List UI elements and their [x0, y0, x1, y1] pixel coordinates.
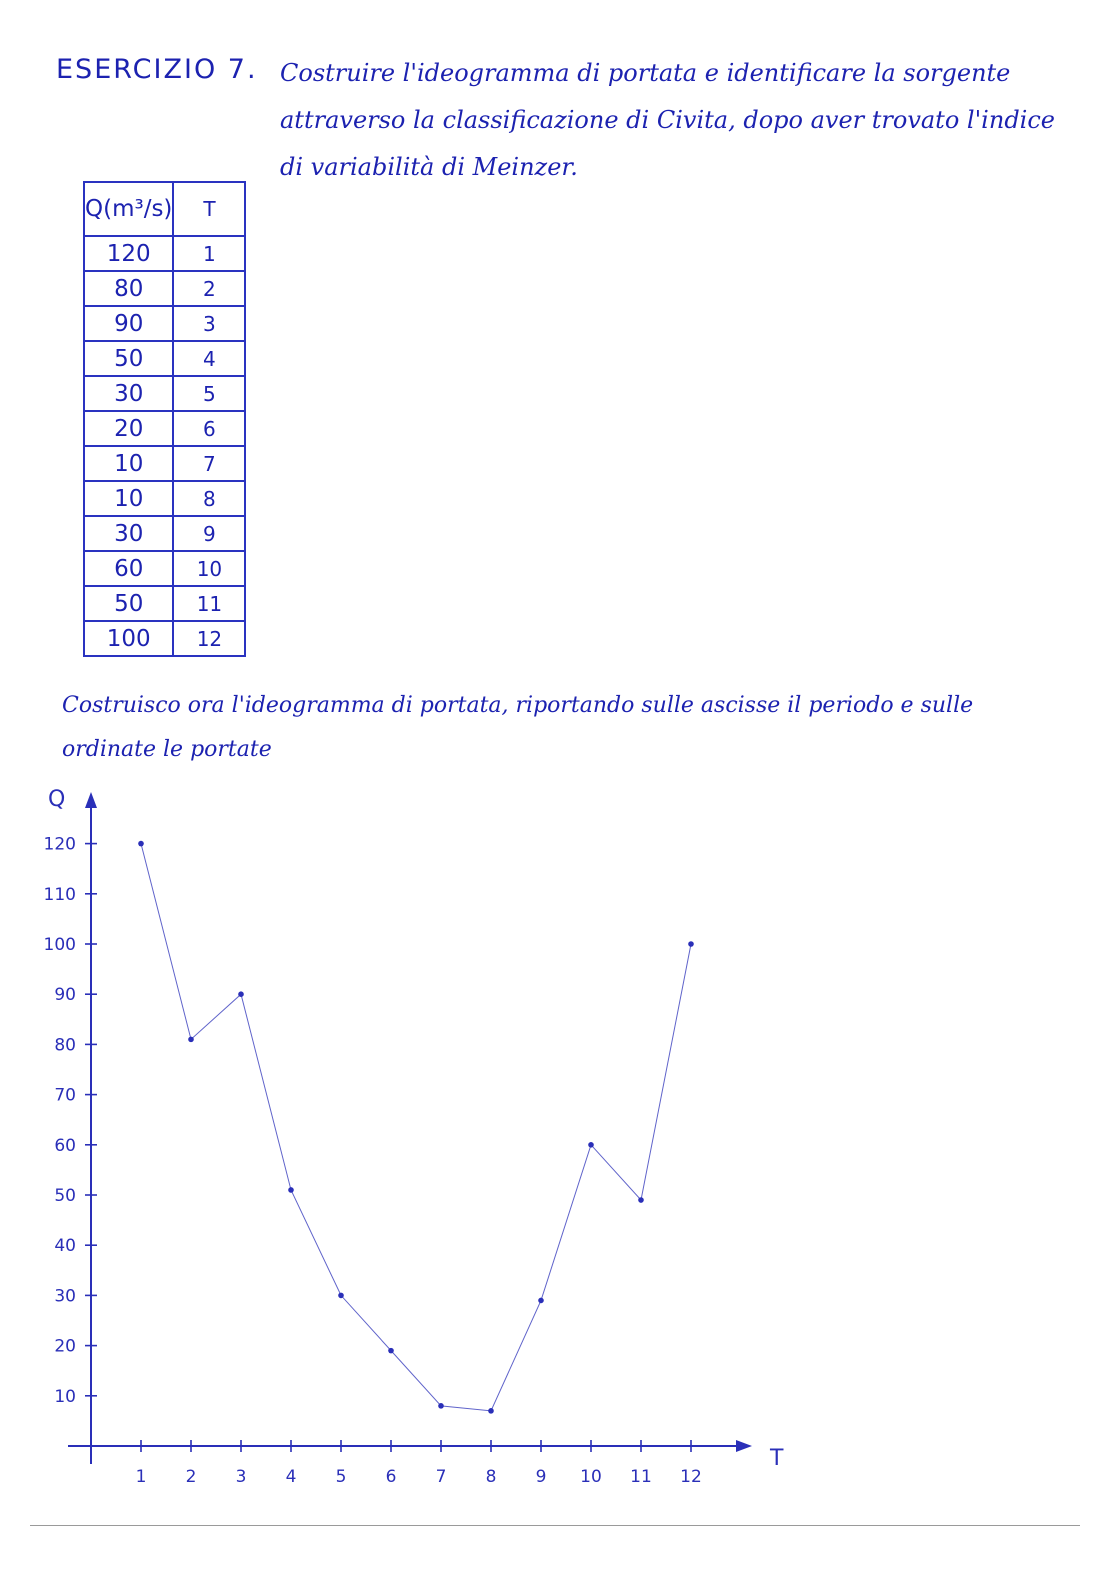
table-row	[84, 621, 245, 656]
y-tick-label: 40	[54, 1236, 76, 1257]
data-point	[188, 1037, 194, 1043]
exercise-line-2: attraverso la classificazione di Civita, dopo aver trovato l'indice	[280, 106, 1055, 134]
data-point	[338, 1293, 344, 1299]
exercise-line-3: di variabilità di Meinzer.	[280, 153, 578, 181]
exercise-line-1: Costruire l'ideogramma di portata e identificare la sorgente	[280, 59, 1011, 87]
table-row	[84, 341, 245, 376]
discharge-cell: 90	[84, 306, 173, 341]
data-point	[238, 991, 244, 997]
period-cell: 12	[173, 621, 245, 656]
data-point	[588, 1142, 594, 1148]
period-cell: 1	[173, 236, 245, 271]
x-tick-label: 12	[680, 1467, 702, 1487]
table-row	[84, 306, 245, 341]
table-row	[84, 481, 245, 516]
table-row	[84, 551, 245, 586]
period-cell: 4	[173, 341, 245, 376]
exercise-statement	[280, 50, 1070, 191]
x-tick-label: 9	[535, 1467, 547, 1487]
data-point	[488, 1408, 494, 1414]
y-tick-label: 20	[54, 1336, 76, 1357]
discharge-cell: 10	[84, 481, 173, 516]
discharge-cell: 50	[84, 341, 173, 376]
discharge-cell: 10	[84, 446, 173, 481]
y-tick-label: 50	[54, 1186, 76, 1206]
discharge-series-line	[141, 844, 691, 1411]
intro-line-2: ordinate le portate	[62, 737, 272, 762]
y-tick-label: 10	[54, 1386, 76, 1407]
x-tick-label: 10	[580, 1467, 602, 1487]
y-tick-label: 80	[54, 1035, 76, 1056]
data-point	[688, 941, 694, 947]
data-point	[288, 1187, 294, 1193]
x-tick-label: 11	[630, 1467, 652, 1487]
data-point	[438, 1403, 444, 1409]
x-axis-arrow	[736, 1440, 752, 1452]
table-row	[84, 586, 245, 621]
data-point	[538, 1298, 544, 1304]
hydrograph-chart	[0, 770, 1116, 1530]
discharge-table	[83, 181, 246, 657]
x-tick-label: 8	[485, 1467, 497, 1487]
discharge-cell: 20	[84, 411, 173, 446]
y-axis-title: Q	[48, 787, 66, 812]
data-point	[388, 1348, 394, 1354]
y-axis-arrow	[85, 792, 97, 808]
period-cell: 3	[173, 306, 245, 341]
period-cell: 10	[173, 551, 245, 586]
y-tick-label: 70	[54, 1085, 76, 1106]
page-bottom-rule	[30, 1525, 1080, 1526]
y-tick-label: 30	[54, 1286, 76, 1307]
y-tick-label: 90	[54, 985, 76, 1006]
y-tick-label: 100	[43, 935, 76, 955]
x-tick-label: 2	[185, 1467, 197, 1487]
data-point	[638, 1197, 644, 1203]
period-cell: 5	[173, 376, 245, 411]
discharge-cell: 80	[84, 271, 173, 306]
table-body	[84, 236, 245, 656]
table-row	[84, 376, 245, 411]
discharge-cell: 30	[84, 376, 173, 411]
x-tick-label: 6	[385, 1467, 397, 1487]
x-tick-label: 7	[435, 1467, 447, 1487]
x-tick-label: 5	[335, 1467, 347, 1487]
table-row	[84, 411, 245, 446]
table-row	[84, 236, 245, 271]
period-cell: 7	[173, 446, 245, 481]
discharge-cell: 30	[84, 516, 173, 551]
y-tick-label: 60	[54, 1135, 76, 1156]
discharge-cell: 120	[84, 236, 173, 271]
table-header-row	[84, 182, 245, 236]
y-tick-label: 120	[43, 834, 76, 855]
period-cell: 2	[173, 271, 245, 306]
header-period: T	[173, 182, 245, 236]
discharge-cell: 60	[84, 551, 173, 586]
header-discharge: Q(m³/s)	[84, 182, 173, 236]
intro-line-1: Costruisco ora l'ideogramma di portata, riportando sulle ascisse il periodo e sulle	[62, 693, 974, 718]
period-cell: 6	[173, 411, 245, 446]
period-cell: 8	[173, 481, 245, 516]
table-row	[84, 446, 245, 481]
x-tick-label: 4	[285, 1467, 297, 1487]
y-tick-label: 110	[43, 884, 76, 905]
table-row	[84, 271, 245, 306]
discharge-cell: 50	[84, 586, 173, 621]
exercise-label: ESERCIZIO 7.	[56, 54, 258, 85]
x-tick-label: 1	[135, 1467, 147, 1487]
data-point	[138, 841, 144, 847]
discharge-cell: 100	[84, 621, 173, 656]
table-row	[84, 516, 245, 551]
period-cell: 11	[173, 586, 245, 621]
chart-intro-text	[62, 684, 1022, 772]
period-cell: 9	[173, 516, 245, 551]
x-tick-label: 3	[235, 1467, 247, 1487]
x-axis-title: T	[770, 1446, 784, 1471]
